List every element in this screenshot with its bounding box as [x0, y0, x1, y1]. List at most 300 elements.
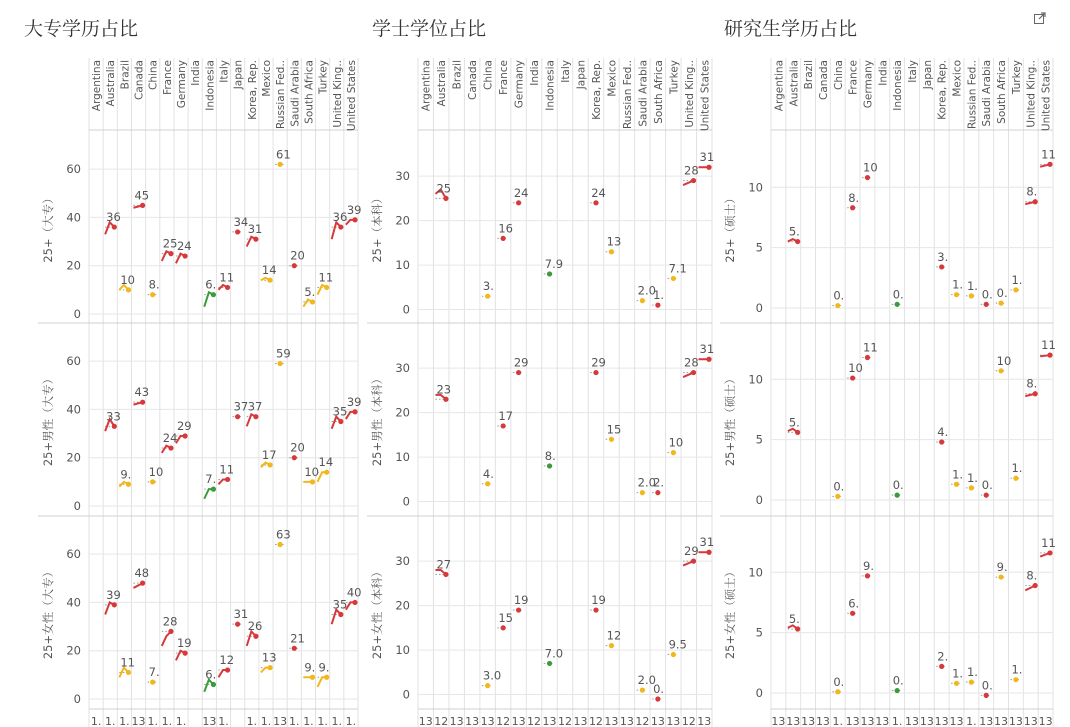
bottom-label: 13: [465, 715, 480, 727]
data-label: 1.: [952, 277, 964, 292]
data-label: 63: [276, 527, 291, 542]
data-label: 0.: [892, 287, 904, 302]
data-label: 9.: [120, 467, 132, 482]
data-label: 29: [591, 355, 606, 370]
category-header: Brazil: [119, 60, 132, 90]
bottom-label: 13: [573, 715, 588, 727]
category-header: Saudi Arabia: [637, 60, 650, 127]
category-header: Korea, Rep.: [590, 60, 603, 120]
row-label: 25+女性（本科）: [370, 565, 384, 660]
category-header: Indonesia: [544, 60, 557, 111]
bottom-label: 13: [619, 715, 634, 727]
data-label: 8.: [1026, 184, 1038, 199]
category-header: Australia: [788, 60, 801, 107]
y-tick-label: 60: [66, 162, 81, 177]
y-tick-label: 20: [395, 213, 410, 228]
bottom-label: 1.: [90, 715, 102, 727]
data-label: 40: [346, 585, 362, 600]
data-label: 5.: [788, 224, 800, 239]
data-label: 8.: [148, 277, 160, 292]
data-point: [850, 375, 855, 380]
data-label: 10: [120, 272, 135, 287]
category-header: Saudi Arabia: [981, 60, 994, 127]
bottom-label: 13: [418, 715, 433, 727]
data-label: 16: [498, 221, 514, 236]
data-point: [795, 239, 800, 244]
data-label: 14: [318, 455, 334, 470]
y-tick-label: 10: [395, 258, 410, 273]
data-label: 9.: [304, 660, 316, 675]
bottom-label: 1.: [260, 715, 272, 727]
data-label: 45: [134, 188, 150, 203]
category-header: United States: [699, 60, 712, 132]
data-label: 28: [684, 355, 699, 370]
category-header: India: [877, 60, 890, 86]
category-header: Germany: [176, 60, 189, 109]
y-tick-label: 10: [748, 180, 763, 195]
y-tick-label: 0: [73, 499, 81, 513]
data-point: [895, 493, 900, 498]
category-header: Russian Fed..: [966, 60, 979, 130]
data-label: 12: [219, 653, 235, 668]
data-label: 17: [498, 408, 514, 423]
bottom-label: 1.: [966, 715, 977, 727]
data-point: [1033, 583, 1038, 588]
data-label: 34: [233, 214, 249, 229]
bottom-label: 13: [202, 715, 217, 727]
bottom-label: 1.: [317, 715, 328, 727]
data-label: 9.5: [668, 637, 687, 652]
bottom-label: 13: [666, 715, 681, 727]
category-header: United King..: [1025, 60, 1038, 128]
category-header: Brazil: [803, 60, 816, 90]
data-label: 5.: [304, 284, 316, 299]
y-tick-label: 40: [66, 210, 81, 225]
data-label: 31: [699, 342, 715, 357]
data-label: 20: [290, 440, 305, 455]
row-label: 25+女性（硕士）: [723, 565, 737, 660]
data-label: 7.9: [544, 256, 564, 271]
y-tick-label: 10: [395, 450, 410, 465]
bottom-label: 13: [1038, 715, 1053, 727]
y-tick-label: 30: [395, 169, 410, 184]
row-label: 25+（本科）: [370, 192, 384, 263]
category-header: Italy: [907, 60, 919, 83]
y-tick-label: 10: [395, 643, 410, 658]
data-label: 11: [1041, 338, 1056, 353]
panel-title-bachelor: 学士学位占比: [372, 18, 487, 40]
data-point: [998, 574, 1003, 579]
bottom-label: 13: [697, 715, 712, 727]
y-tick-label: 0: [755, 685, 763, 700]
y-tick-label: 0: [755, 300, 763, 315]
category-header: France: [847, 60, 860, 95]
data-point: [1013, 476, 1018, 481]
data-label: 11: [219, 462, 235, 477]
y-tick-label: 0: [73, 307, 81, 321]
data-point: [865, 175, 870, 180]
category-header: China: [832, 60, 845, 90]
category-header: Turkey: [1010, 60, 1023, 95]
bottom-label: 13: [815, 715, 830, 727]
row-label: 25+男性（硕士）: [723, 372, 737, 467]
category-header: United States: [1040, 60, 1053, 132]
data-point: [969, 293, 974, 298]
category-header: Mexico: [606, 60, 619, 97]
data-point: [1033, 199, 1038, 204]
data-label: 3.: [482, 279, 494, 294]
data-label: 11: [863, 340, 878, 355]
y-tick-label: 20: [66, 643, 81, 658]
bottom-label: 1.: [161, 715, 173, 727]
data-label: 33: [106, 409, 121, 424]
bottom-label: 1.: [289, 715, 300, 727]
data-label: 39: [346, 394, 362, 409]
bottom-label: 13: [979, 715, 994, 727]
category-header: India: [190, 60, 203, 86]
y-tick-label: 40: [66, 402, 81, 417]
bottom-label: 13: [786, 715, 801, 727]
data-point: [850, 611, 855, 616]
data-label: 23: [436, 382, 452, 397]
data-label: 11: [1041, 147, 1056, 162]
category-header: United States: [345, 60, 358, 132]
data-point: [865, 355, 870, 360]
data-point: [954, 681, 959, 686]
data-label: 0.: [833, 288, 845, 303]
bottom-label: 1.: [303, 715, 314, 727]
bottom-label: 13: [860, 715, 875, 727]
data-point: [835, 689, 840, 694]
panel-title-associate: 大专学历占比: [24, 18, 139, 40]
data-label: 11: [318, 270, 334, 285]
data-point: [795, 626, 800, 631]
bottom-label: 13: [650, 715, 665, 727]
category-header: Italy: [560, 60, 572, 83]
data-label: 29: [684, 544, 699, 559]
bottom-label: 13: [905, 715, 919, 727]
bottom-label: 13: [273, 715, 288, 727]
data-label: 9.: [863, 558, 875, 573]
bottom-label: 1.: [345, 715, 357, 727]
data-point: [939, 664, 944, 669]
category-header: Germany: [513, 60, 526, 109]
category-header: Italy: [218, 60, 231, 83]
bottom-label: 1.: [246, 715, 258, 727]
bottom-label: 13: [949, 715, 964, 727]
data-label: 39: [346, 202, 362, 217]
category-header: Argentina: [420, 60, 433, 112]
bottom-label: 1.: [218, 715, 229, 727]
category-header: France: [498, 60, 511, 95]
category-header: Saudi Arabia: [289, 60, 302, 127]
y-tick-label: 0: [73, 692, 81, 706]
data-point: [984, 693, 989, 698]
data-label: 0.: [833, 674, 845, 689]
bottom-label: 13: [875, 715, 890, 727]
category-header: Korea, Rep.: [936, 60, 949, 120]
data-point: [954, 292, 959, 297]
data-label: 29: [176, 418, 192, 433]
data-label: 26: [247, 619, 263, 634]
data-label: 0.: [833, 479, 845, 494]
data-label: 8.: [1026, 568, 1038, 583]
category-header: South Africa: [652, 60, 665, 124]
category-header: Brazil: [451, 60, 464, 90]
data-label: 3.: [937, 249, 949, 264]
bottom-label: 12: [496, 715, 511, 727]
data-label: 7.1: [668, 261, 687, 276]
data-label: 1.: [1011, 662, 1023, 677]
data-point: [895, 302, 900, 307]
y-tick-label: 0: [402, 687, 410, 702]
data-label: 10: [848, 361, 863, 376]
data-label: 36: [106, 210, 121, 225]
bottom-label: 13: [801, 715, 816, 727]
data-label: 0.: [653, 682, 665, 696]
category-header: Indonesia: [892, 60, 905, 111]
y-tick-label: 20: [395, 405, 410, 420]
data-label: 13: [261, 650, 277, 665]
bottom-label: 12: [681, 715, 696, 727]
data-label: 0.: [892, 673, 904, 688]
category-header: Russian Fed..: [621, 60, 634, 130]
data-label: 25: [436, 181, 452, 196]
category-header: Turkey: [317, 60, 330, 95]
category-header: United King..: [331, 60, 344, 128]
data-point: [1047, 162, 1052, 167]
data-point: [1033, 391, 1038, 396]
y-tick-label: 10: [748, 565, 763, 580]
data-point: [795, 430, 800, 435]
data-label: 15: [606, 422, 622, 437]
data-label: 59: [276, 346, 291, 361]
bottom-label: 12: [588, 715, 603, 727]
bottom-label: 1.: [832, 715, 844, 727]
data-label: 20: [290, 248, 305, 263]
data-point: [939, 439, 944, 444]
data-label: 37: [247, 399, 263, 414]
data-point: [1047, 550, 1052, 555]
data-label: 8.: [544, 448, 556, 463]
category-header: Canada: [817, 60, 830, 100]
data-label: 1.: [966, 470, 978, 485]
data-point: [850, 205, 855, 210]
y-tick-label: 20: [66, 450, 81, 465]
data-label: 31: [247, 222, 263, 237]
category-header: Canada: [133, 60, 146, 100]
category-header: Mexico: [951, 60, 964, 97]
y-tick-label: 30: [395, 361, 410, 376]
data-label: 19: [591, 593, 606, 608]
bottom-label: 13: [845, 715, 860, 727]
bottom-label: 1.: [119, 715, 130, 727]
data-label: 13: [606, 234, 622, 249]
data-label: 31: [699, 535, 715, 550]
category-header: Argentina: [91, 60, 104, 112]
data-point: [998, 301, 1003, 306]
data-label: 7.: [148, 665, 160, 680]
data-point: [1047, 353, 1052, 358]
data-label: 29: [513, 355, 529, 370]
data-label: 0.: [981, 478, 993, 493]
data-label: 36: [332, 210, 348, 225]
data-label: 19: [513, 593, 529, 608]
bottom-label: 13: [771, 715, 786, 727]
data-label: 4.: [937, 425, 949, 440]
data-label: 48: [134, 566, 150, 581]
data-label: 31: [699, 150, 715, 165]
data-label: 11: [1041, 535, 1056, 550]
data-label: 0.: [996, 286, 1008, 301]
data-point: [865, 573, 870, 578]
data-point: [895, 688, 900, 693]
y-tick-label: 60: [66, 547, 81, 562]
category-header: Indonesia: [204, 60, 217, 111]
y-tick-label: 5: [755, 432, 763, 447]
bottom-label: 12: [527, 715, 542, 727]
data-point: [969, 680, 974, 685]
data-point: [984, 302, 989, 307]
data-label: 25: [162, 236, 178, 251]
data-label: 5.: [788, 611, 800, 626]
data-label: 6.: [205, 277, 217, 292]
category-header: Turkey: [668, 60, 681, 95]
data-label: 5.: [788, 415, 800, 430]
category-header: Australia: [436, 60, 449, 107]
data-label: 10: [996, 353, 1012, 368]
category-header: Korea, Rep.: [246, 60, 259, 120]
category-header: India: [529, 60, 542, 86]
bottom-label: 13: [480, 715, 495, 727]
y-tick-label: 60: [66, 354, 81, 369]
data-label: 14: [261, 263, 277, 278]
row-label: 25+（硕士）: [723, 192, 737, 263]
data-label: 43: [134, 385, 150, 400]
bottom-label: 13: [604, 715, 619, 727]
data-label: 15: [498, 610, 514, 625]
y-tick-label: 0: [402, 302, 410, 317]
category-header: United King..: [683, 60, 696, 128]
category-header: Mexico: [260, 60, 273, 97]
data-label: 35: [332, 404, 348, 419]
category-header: Canada: [467, 60, 480, 100]
data-label: 10: [148, 464, 164, 479]
bottom-label: 13: [542, 715, 557, 727]
y-tick-label: 20: [395, 598, 410, 613]
data-label: 1.: [1011, 461, 1023, 476]
data-point: [1013, 677, 1018, 682]
data-label: 2.: [937, 649, 949, 664]
data-label: 1.: [966, 278, 978, 293]
data-point: [835, 494, 840, 499]
row-label: 25+男性（大专）: [41, 372, 55, 467]
bottom-label: 13: [934, 715, 949, 727]
data-point: [969, 485, 974, 490]
data-label: 8.: [848, 190, 860, 205]
data-label: 17: [261, 447, 277, 462]
data-label: 24: [162, 431, 178, 446]
data-label: 9.: [996, 560, 1008, 575]
data-label: 9.: [318, 660, 330, 675]
bottom-label: 13: [1023, 715, 1038, 727]
y-tick-label: 30: [395, 554, 410, 569]
data-label: 2.: [653, 475, 665, 490]
data-label: 2.0: [637, 475, 656, 490]
bottom-label: 13: [919, 715, 934, 727]
bottom-label: 1.: [104, 715, 116, 727]
bottom-label: 1.: [175, 715, 187, 727]
data-label: 21: [290, 631, 305, 646]
data-label: 7.0: [544, 646, 564, 661]
data-label: 0.: [981, 287, 993, 302]
y-tick-label: 5: [755, 240, 763, 255]
y-tick-label: 20: [66, 258, 81, 273]
data-label: 6.: [848, 596, 860, 611]
bottom-label: 13: [994, 715, 1009, 727]
data-label: 3.0: [482, 668, 502, 683]
category-header: South Africa: [996, 60, 1009, 124]
data-label: 7.: [205, 472, 217, 487]
category-header: France: [161, 60, 174, 95]
data-label: 1.: [952, 467, 964, 482]
data-point: [1013, 287, 1018, 292]
data-label: 4.: [482, 466, 494, 481]
data-label: 24: [176, 239, 192, 254]
data-label: 10: [304, 464, 320, 479]
data-label: 1.: [966, 665, 978, 680]
data-label: 6.: [205, 667, 217, 682]
data-label: 10: [863, 160, 878, 175]
data-label: 11: [219, 270, 235, 285]
data-point: [984, 493, 989, 498]
category-header: Japan: [921, 60, 934, 90]
y-tick-label: 0: [755, 492, 763, 507]
data-label: 12: [606, 628, 622, 643]
data-label: 1.: [1011, 272, 1023, 287]
bottom-label: 13: [131, 715, 146, 727]
category-header: Germany: [862, 60, 875, 109]
data-label: 37: [233, 399, 249, 414]
data-label: 1.: [653, 288, 665, 303]
category-header: Russian Fed..: [275, 60, 288, 130]
data-point: [998, 368, 1003, 373]
bottom-label: 1.: [891, 715, 903, 727]
y-tick-label: 10: [748, 372, 763, 387]
bottom-label: 1.: [331, 715, 343, 727]
bottom-label: 13: [449, 715, 464, 727]
row-label: 25+男性（本科）: [370, 372, 384, 467]
row-label: 25+（大专）: [41, 192, 55, 263]
y-tick-label: 5: [755, 625, 763, 640]
bottom-label: 13: [511, 715, 526, 727]
category-header: South Africa: [303, 60, 316, 124]
data-label: 19: [176, 636, 192, 651]
bottom-label: 1.: [147, 715, 158, 727]
data-label: 0.: [981, 678, 993, 693]
data-label: 28: [684, 163, 699, 178]
data-label: 2.0: [637, 673, 656, 688]
data-point: [954, 482, 959, 487]
data-label: 11: [120, 655, 135, 670]
data-label: 28: [162, 614, 178, 629]
data-label: 35: [332, 597, 348, 612]
data-label: 24: [591, 185, 606, 200]
category-header: Japan: [232, 60, 245, 90]
row-label: 25+女性（大专）: [41, 565, 55, 660]
category-header: China: [147, 60, 160, 90]
bottom-label: 13: [1008, 715, 1023, 727]
